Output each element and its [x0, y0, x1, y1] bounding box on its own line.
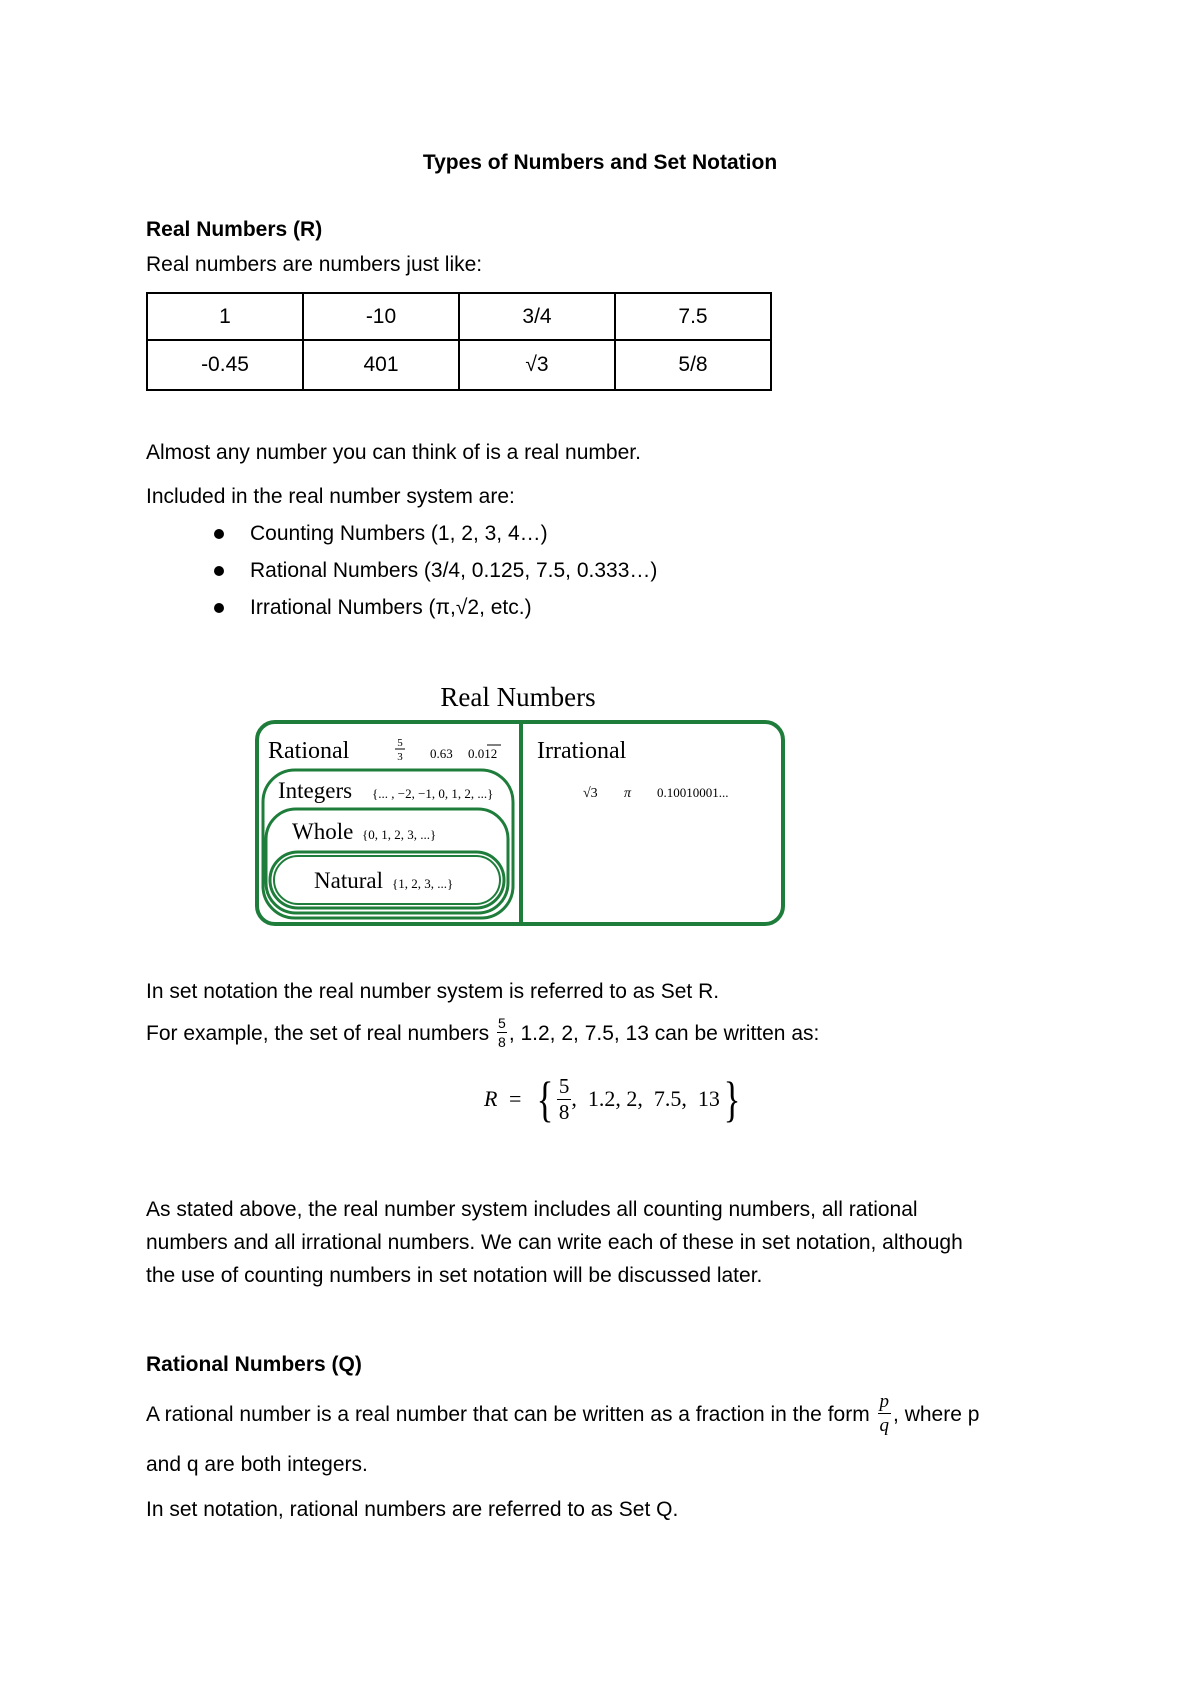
- irrational-example: √3: [583, 786, 598, 801]
- whole-set: {0, 1, 2, 3, ...}: [362, 827, 437, 842]
- table-cell: √3: [459, 340, 615, 390]
- rational-line2: and q are both integers.: [146, 1453, 368, 1476]
- fraction-denominator: q: [879, 1415, 890, 1436]
- rational-line1-prefix: A rational number is a real number that can be written as a fraction in the form: [146, 1403, 870, 1427]
- rational-frac-numerator: 5: [397, 737, 403, 749]
- real-number-examples-table: [146, 292, 772, 391]
- fraction-numerator: 5: [558, 1073, 570, 1098]
- table-cell: 3/4: [459, 293, 615, 340]
- equation-equals: =: [508, 1086, 522, 1111]
- integers-set: {... , −2, −1, 0, 1, 2, ...}: [372, 786, 494, 801]
- table-row: [147, 293, 771, 340]
- table-row: [147, 340, 771, 390]
- integers-label: Integers: [278, 778, 353, 803]
- diagram-title: Real Numbers: [440, 682, 596, 712]
- table-cell: 1: [147, 293, 303, 340]
- rational-line3: In set notation, rational numbers are referred to as Set Q.: [146, 1498, 679, 1521]
- real-numbers-diagram: [252, 676, 792, 938]
- real-numbers-para1: Almost any number you can think of is a real number.: [146, 441, 641, 464]
- natural-set-boundary: [270, 852, 504, 908]
- irrational-label: Irrational: [537, 738, 627, 764]
- irrational-example: π: [624, 786, 632, 801]
- set-r-equation: [484, 1071, 744, 1127]
- real-numbers-para2: Included in the real number system are:: [146, 485, 515, 508]
- rational-line1-suffix: , where p: [893, 1403, 980, 1427]
- set-r-example: [146, 1015, 820, 1051]
- left-brace-icon: {: [536, 1071, 554, 1127]
- table-cell: 401: [303, 340, 459, 390]
- equation-fraction: [557, 1073, 572, 1124]
- table-cell: -10: [303, 293, 459, 340]
- table-cell: -0.45: [147, 340, 303, 390]
- fraction-numerator: p: [879, 1391, 890, 1412]
- right-brace-icon: }: [723, 1071, 741, 1127]
- list-item: Rational Numbers (3/4, 0.125, 7.5, 0.333…): [250, 559, 657, 596]
- irrational-example: 0.10010001...: [657, 785, 729, 800]
- fraction-numerator: 5: [498, 1015, 506, 1031]
- example-suffix: , 1.2, 2, 7.5, 13 can be written as:: [508, 1022, 820, 1046]
- real-numbers-intro: Real numbers are numbers just like:: [146, 253, 483, 276]
- example-prefix: For example, the set of real numbers: [146, 1022, 490, 1046]
- table-cell: 5/8: [615, 340, 771, 390]
- rational-frac-denominator: 3: [397, 751, 403, 763]
- rational-label: Rational: [268, 738, 350, 764]
- rational-line1: [146, 1391, 980, 1437]
- natural-set: {1, 2, 3, ...}: [392, 876, 454, 891]
- set-r-para2-line3: the use of counting numbers in set notation will be discussed later.: [146, 1264, 763, 1287]
- real-number-types-list: [250, 522, 657, 633]
- list-item: Irrational Numbers (π,√2, etc.): [250, 596, 657, 633]
- whole-label: Whole: [292, 819, 354, 844]
- rational-numbers-heading: Rational Numbers (Q): [146, 1353, 362, 1376]
- set-r-para2-line1: As stated above, the real number system includes all counting numbers, all rational: [146, 1198, 918, 1221]
- equation-rest: , 1.2, 2, 7.5, 13: [571, 1086, 720, 1111]
- fraction-denominator: 8: [498, 1034, 506, 1050]
- equation-lhs: R: [484, 1086, 498, 1111]
- rational-example: 0.63: [430, 746, 453, 761]
- rational-example: 0.012: [468, 746, 498, 761]
- page-title: Types of Numbers and Set Notation: [422, 151, 778, 174]
- example-fraction: [497, 1016, 507, 1049]
- natural-set-inner-boundary: [274, 856, 500, 904]
- real-numbers-heading: Real Numbers (R): [146, 218, 323, 241]
- pq-fraction: [878, 1392, 892, 1435]
- table-cell: 7.5: [615, 293, 771, 340]
- list-item: Counting Numbers (1, 2, 3, 4…): [250, 522, 657, 559]
- natural-label: Natural: [314, 868, 383, 893]
- fraction-denominator: 8: [558, 1099, 570, 1124]
- set-r-para1: In set notation the real number system is referred to as Set R.: [146, 980, 720, 1003]
- set-r-para2-line2: numbers and all irrational numbers. We can write each of these in set notation, although: [146, 1231, 963, 1254]
